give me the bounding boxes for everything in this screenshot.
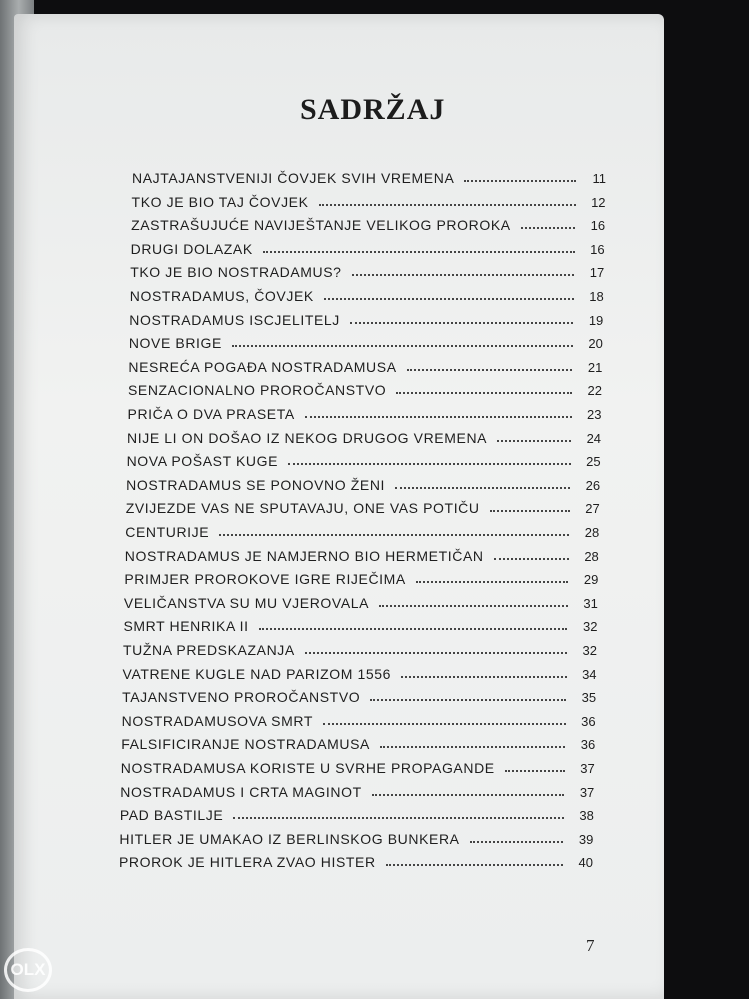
toc-entry-page: 18	[589, 289, 604, 304]
toc-entry	[129, 308, 603, 328]
toc-entry-page: 20	[588, 336, 603, 352]
toc-leader-dots	[464, 180, 576, 182]
toc-leader-dots	[490, 510, 570, 512]
toc-leader-dots	[497, 440, 571, 442]
toc-leader-dots	[396, 392, 572, 394]
toc-entry-title: NOVE BRIGE	[128, 335, 222, 352]
toc-entry	[127, 449, 601, 469]
toc-leader-dots	[259, 628, 568, 630]
toc-entry-title: PROROK JE HITLERA ZVAO HISTER	[118, 854, 376, 871]
toc-entry	[122, 685, 596, 705]
toc-entry	[131, 213, 605, 233]
toc-leader-dots	[379, 605, 568, 607]
toc-entry	[132, 190, 606, 210]
toc-entry	[119, 827, 593, 847]
toc-entry-page: 28	[584, 548, 599, 564]
toc-entry-page: 36	[581, 713, 596, 729]
toc-entry-page: 19	[588, 312, 604, 328]
toc-entry-title: PRIMJER PROROKOVE IGRE RIJEČIMA	[124, 571, 406, 588]
toc-leader-dots	[416, 581, 568, 583]
toc-leader-dots	[350, 322, 573, 324]
toc-entry	[124, 567, 598, 587]
toc-leader-dots	[370, 699, 566, 701]
toc-entry-page: 22	[587, 383, 602, 399]
toc-entry-title: CENTURIJE	[125, 524, 210, 540]
toc-entry-page: 26	[585, 477, 601, 493]
toc-entry-page: 16	[590, 218, 606, 234]
toc-entry	[120, 780, 594, 800]
toc-leader-dots	[319, 204, 576, 206]
toc-leader-dots	[470, 841, 564, 843]
toc-leader-dots	[505, 770, 565, 772]
toc-leader-dots	[288, 463, 571, 465]
toc-leader-dots	[323, 723, 566, 725]
toc-entry-title: DRUGI DOLAZAK	[130, 240, 253, 257]
toc-entry-page: 11	[592, 171, 606, 186]
toc-entry	[130, 260, 604, 280]
toc-entry-title: HITLER JE UMAKAO IZ BERLINSKOG BUNKERA	[119, 830, 460, 847]
toc-entry-page: 12	[591, 194, 606, 210]
toc-entry-title: NAJTAJANSTVENIJI ČOVJEK SVIH VREMENA	[132, 170, 455, 186]
toc-entry-title: TKO JE BIO TAJ ČOVJEK	[131, 193, 309, 210]
toc-leader-dots	[233, 817, 564, 819]
olx-watermark-logo: OLX	[4, 948, 52, 992]
toc-entry	[126, 473, 600, 493]
toc-entry-page: 23	[587, 407, 602, 422]
toc-leader-dots	[407, 369, 573, 371]
toc-entry	[132, 166, 606, 186]
toc-entry	[123, 638, 597, 658]
toc-entry	[119, 850, 593, 870]
toc-entry-page: 40	[578, 855, 593, 871]
toc-entry-title: SENZACIONALNO PROROČANSTVO	[127, 382, 387, 399]
toc-entry-title: NOSTRADAMUS, ČOVJEK	[129, 288, 314, 304]
toc-leader-dots	[324, 298, 574, 300]
toc-entry-title: NIJE LI ON DOŠAO IZ NEKOG DRUGOG VREMENA	[127, 429, 488, 446]
toc-entry-title: NOVA POŠAST KUGE	[126, 453, 279, 470]
toc-entry-page: 28	[584, 525, 600, 540]
toc-leader-dots	[395, 487, 570, 489]
toc-leader-dots	[494, 558, 569, 560]
toc-leader-dots	[401, 676, 566, 678]
toc-entry	[125, 520, 599, 540]
toc-entry-page: 37	[579, 784, 595, 800]
toc-entry-title: ZVIJEZDE VAS NE SPUTAVAJU, ONE VAS POTIČU	[125, 500, 480, 517]
toc-entry-page: 38	[579, 808, 594, 824]
toc-entry	[129, 331, 603, 351]
toc-entry-title: TUŽNA PREDSKAZANJA	[123, 642, 295, 658]
toc-entry	[122, 709, 596, 729]
toc-entry	[121, 756, 595, 776]
toc-leader-dots	[232, 345, 573, 347]
toc-entry-title: NESREĆA POGAĐA NOSTRADAMUSA	[128, 358, 397, 375]
toc-entry-page: 17	[589, 265, 605, 281]
page-title: SADRŽAJ	[300, 93, 446, 126]
toc-entry-page: 31	[583, 595, 598, 611]
page-number: 7	[586, 936, 595, 955]
toc-entry	[128, 378, 602, 398]
toc-entry-page: 27	[585, 501, 600, 517]
toc-entry-page: 25	[586, 454, 601, 470]
toc-leader-dots	[305, 652, 567, 654]
toc-entry-title: NOSTRADAMUS ISCJELITELJ	[129, 311, 340, 328]
toc-leader-dots	[380, 746, 565, 748]
toc-entry-page: 37	[580, 761, 595, 776]
toc-entry	[123, 662, 597, 682]
toc-entry-page: 16	[590, 241, 605, 257]
toc-entry-title: FALSIFICIRANJE NOSTRADAMUSA	[121, 736, 370, 753]
toc-entry-title: NOSTRADAMUS SE PONOVNO ŽENI	[126, 476, 386, 493]
toc-entry	[128, 355, 602, 375]
toc-entry-page: 34	[582, 666, 597, 682]
toc-entry	[120, 803, 594, 823]
toc-entry-title: VATRENE KUGLE NAD PARIZOM 1556	[122, 665, 392, 682]
toc-entry-title: SMRT HENRIKA II	[123, 618, 249, 635]
toc-entry-title: VELIČANSTVA SU MU VJEROVALA	[123, 594, 370, 611]
toc-leader-dots	[305, 416, 572, 418]
toc-entry-page: 35	[581, 690, 597, 706]
toc-entry-title: PAD BASTILJE	[119, 807, 224, 824]
toc-leader-dots	[263, 251, 575, 253]
toc-entry	[124, 591, 598, 611]
toc-entry-title: TAJANSTVENO PROROČANSTVO	[122, 689, 361, 706]
toc-entry-title: PRIČA O DVA PRASETA	[127, 406, 295, 422]
toc-entry-title: ZASTRAŠUJUĆE NAVIJEŠTANJE VELIKOG PROROKA	[131, 217, 511, 234]
toc-leader-dots	[219, 534, 569, 536]
toc-entry-title: TKO JE BIO NOSTRADAMUS?	[130, 264, 342, 281]
toc-entry-page: 24	[586, 430, 602, 446]
toc-entry	[121, 732, 595, 752]
toc-entry	[125, 544, 599, 564]
toc-entry	[131, 237, 605, 257]
toc-entry-title: NOSTRADAMUS JE NAMJERNO BIO HERMETIČAN	[124, 547, 484, 564]
toc-entry-page: 32	[582, 619, 598, 635]
toc-entry-title: NOSTRADAMUS I CRTA MAGINOT	[120, 783, 362, 800]
toc-leader-dots	[386, 864, 563, 866]
toc-entry-page: 32	[582, 643, 597, 658]
toc-leader-dots	[521, 227, 575, 229]
toc-entry-title: NOSTRADAMUSA KORISTE U SVRHE PROPAGANDE	[120, 760, 495, 776]
toc-leader-dots	[352, 274, 575, 276]
toc-entry	[126, 496, 600, 516]
toc-leader-dots	[372, 794, 565, 796]
toc-entry-page: 36	[580, 737, 596, 753]
toc-entry-title: NOSTRADAMUSOVA SMRT	[121, 712, 313, 729]
toc-entry	[127, 426, 601, 446]
toc-entry	[128, 402, 602, 422]
toc-entry	[123, 614, 597, 634]
toc-entry	[130, 284, 604, 304]
toc-entry-page: 29	[583, 572, 599, 588]
toc-entry-page: 39	[578, 831, 594, 847]
toc-entry-page: 21	[587, 359, 603, 375]
